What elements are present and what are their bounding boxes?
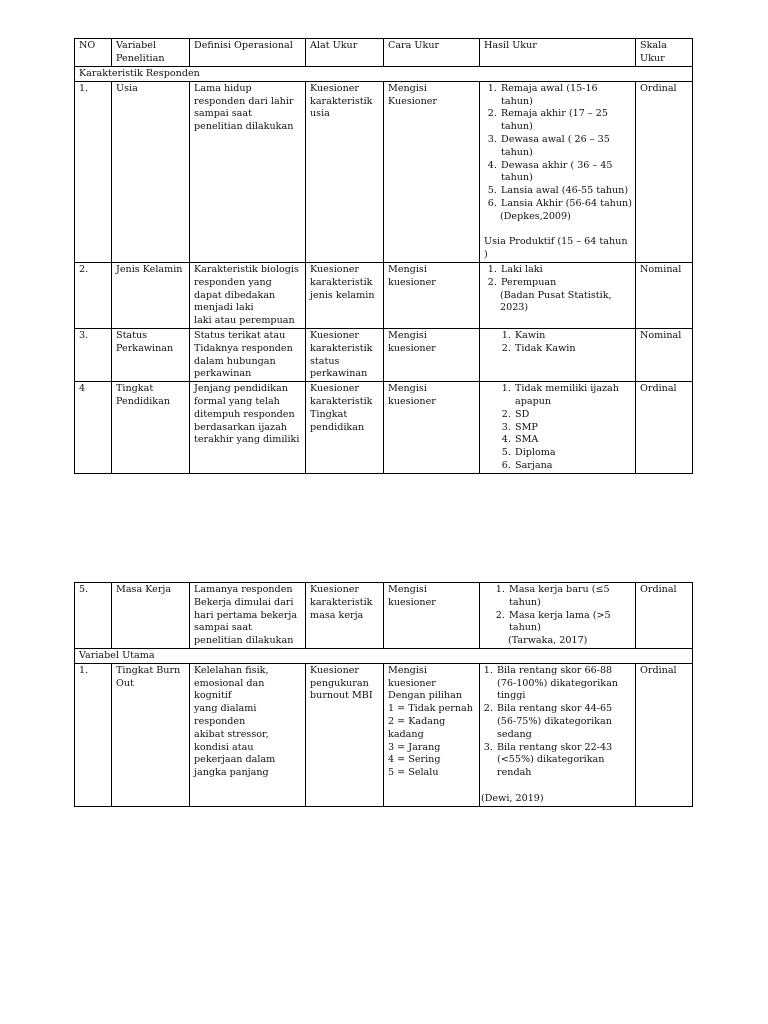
method-line: Dengan pilihan xyxy=(388,690,463,702)
result-list xyxy=(481,665,632,780)
row-result xyxy=(480,262,636,328)
list-item: 1. Masa kerja baru (≤5 tahun) xyxy=(508,584,632,610)
definition-line: yang dialami responden xyxy=(194,703,257,727)
result-source: (Depkes,2009) xyxy=(500,210,571,222)
table-row xyxy=(75,328,693,381)
section-row xyxy=(75,67,693,82)
row-result xyxy=(480,328,636,381)
header-scale: Skala Ukur xyxy=(636,39,693,67)
method-line: 3 = Jarang xyxy=(388,741,441,753)
row-variable: Jenis Kelamin xyxy=(112,262,190,328)
row-definition: Status terikat atau Tidaknya responden dalam hubungan perkawinan xyxy=(190,328,306,381)
header-method: Cara Ukur xyxy=(384,39,480,67)
list-item: 2. SD xyxy=(514,409,632,422)
operational-definition-table xyxy=(74,38,693,474)
row-variable: Tingkat Burn Out xyxy=(112,663,190,806)
row-tool: Kuesioner karakteristik status perkawinan xyxy=(306,328,384,381)
row-result xyxy=(480,382,636,474)
list-item: 2. Bila rentang skor 44-65 (56-75%) dikategorikan sedang xyxy=(496,703,632,741)
list-item: 1. Kawin xyxy=(514,330,632,343)
row-definition xyxy=(190,663,306,806)
list-item: 6. Sarjana xyxy=(514,460,632,473)
list-item: 3. Dewasa awal ( 26 – 35 tahun) xyxy=(500,134,632,160)
list-item: 2. Perempuan xyxy=(500,277,632,290)
list-item: 1. Tidak memiliki ijazah apapun xyxy=(514,383,632,409)
section-row xyxy=(75,648,693,663)
result-list xyxy=(484,83,632,211)
row-method: Mengisi kuesioner xyxy=(384,583,480,649)
method-line: 2 = Kadang kadang xyxy=(388,715,446,740)
row-no: 4 xyxy=(75,382,112,474)
row-no: 5. xyxy=(75,583,112,649)
section-main: Variabel Utama xyxy=(75,648,693,663)
method-line: 1 = Tidak pernah xyxy=(388,703,473,715)
list-item: 1. Laki laki xyxy=(500,264,632,277)
table-row xyxy=(75,81,693,262)
section-respondent: Karakteristik Responden xyxy=(75,67,693,82)
method-line: 4 = Sering xyxy=(388,754,441,766)
operational-definition-table-continued xyxy=(74,582,693,807)
method-line: 5 = Selalu xyxy=(388,767,439,779)
header-row xyxy=(75,39,693,67)
list-item: 4. SMA xyxy=(514,434,632,447)
list-item: 5. Lansia awal (46-55 tahun) xyxy=(500,185,632,198)
row-scale: Nominal xyxy=(636,328,693,381)
row-no: 2. xyxy=(75,262,112,328)
row-scale: Ordinal xyxy=(636,81,693,262)
row-scale: Ordinal xyxy=(636,382,693,474)
row-method: Mengisi kuesioner xyxy=(384,328,480,381)
list-item: 5. Diploma xyxy=(514,447,632,460)
result-source: (Badan Pusat Statistik, 2023) xyxy=(500,289,612,314)
row-method xyxy=(384,663,480,806)
list-item: 3. Bila rentang skor 22-43 (<55%) dikategorikan rendah xyxy=(496,742,632,780)
row-definition xyxy=(190,262,306,328)
row-method: Mengisi Kuesioner xyxy=(384,81,480,262)
list-item: 2. Tidak Kawin xyxy=(514,343,632,356)
row-tool: Kuesioner karakteristik usia xyxy=(306,81,384,262)
table-row xyxy=(75,583,693,649)
row-variable: Tingkat Pendidikan xyxy=(112,382,190,474)
row-variable: Status Perkawinan xyxy=(112,328,190,381)
row-result xyxy=(480,663,636,806)
table-row xyxy=(75,262,693,328)
list-item: 2. Masa kerja lama (>5 tahun) xyxy=(508,610,632,636)
row-result xyxy=(480,81,636,262)
row-definition: Jenjang pendidikan formal yang telah ditempuh responden berdasarkan ijazah terakhir yang dimiliki xyxy=(190,382,306,474)
list-item: 2. Remaja akhir (17 – 25 tahun) xyxy=(500,108,632,134)
row-scale: Ordinal xyxy=(636,583,693,649)
row-no: 1. xyxy=(75,663,112,806)
definition-line: Kelelahan fisik, emosional dan kognitif xyxy=(194,664,269,702)
method-line: Mengisi kuesioner xyxy=(388,664,436,689)
definition-line: akibat stressor, kondisi atau pekerjaan dalam jangka panjang xyxy=(194,728,276,779)
list-item: 1. Remaja awal (15-16 tahun) xyxy=(500,83,632,109)
header-variable: Variabel Penelitian xyxy=(112,39,190,67)
row-no: 1. xyxy=(75,81,112,262)
result-list xyxy=(484,584,632,635)
list-item: 1. Bila rentang skor 66-88 (76-100%) dikategorikan tinggi xyxy=(496,665,632,703)
result-list xyxy=(484,264,632,290)
definition-text: Karakteristik biologis responden yang dapat dibedakan menjadi laki xyxy=(194,263,299,314)
row-tool: Kuesioner karakteristik jenis kelamin xyxy=(306,262,384,328)
row-variable: Usia xyxy=(112,81,190,262)
row-tool: Kuesioner karakteristik masa kerja xyxy=(306,583,384,649)
row-no: 3. xyxy=(75,328,112,381)
row-method: Mengisi kuesioner xyxy=(384,262,480,328)
row-tool: Kuesioner pengukuran burnout MBI xyxy=(306,663,384,806)
header-tool: Alat Ukur xyxy=(306,39,384,67)
row-scale: Ordinal xyxy=(636,663,693,806)
row-tool: Kuesioner karakteristik Tingkat pendidikan xyxy=(306,382,384,474)
row-method: Mengisi kuesioner xyxy=(384,382,480,474)
list-item: 6. Lansia Akhir (56-64 tahun) xyxy=(500,198,632,211)
table-row xyxy=(75,663,693,806)
row-scale: Nominal xyxy=(636,262,693,328)
row-definition: Lama hidup responden dari lahir sampai saat penelitian dilakukan xyxy=(190,81,306,262)
result-extra: Usia Produktif (15 – 64 tahun ) xyxy=(484,236,628,261)
list-item: 3. SMP xyxy=(514,422,632,435)
spacer xyxy=(481,780,632,793)
table-row xyxy=(75,382,693,474)
header-result: Hasil Ukur xyxy=(480,39,636,67)
result-list xyxy=(484,330,632,356)
header-definition: Definisi Operasional xyxy=(190,39,306,67)
header-no: NO xyxy=(75,39,112,67)
result-list xyxy=(484,383,632,473)
spacer xyxy=(484,224,632,237)
list-item: 4. Dewasa akhir ( 36 – 45 tahun) xyxy=(500,160,632,186)
row-result xyxy=(480,583,636,649)
row-definition: Lamanya responden Bekerja dimulai dari hari pertama bekerja sampai saat penelitian dilakukan xyxy=(190,583,306,649)
row-variable: Masa Kerja xyxy=(112,583,190,649)
result-source: (Tarwaka, 2017) xyxy=(508,635,588,647)
result-source: (Dewi, 2019) xyxy=(481,792,544,804)
definition-text-continued: laki atau perempuan xyxy=(194,315,295,327)
